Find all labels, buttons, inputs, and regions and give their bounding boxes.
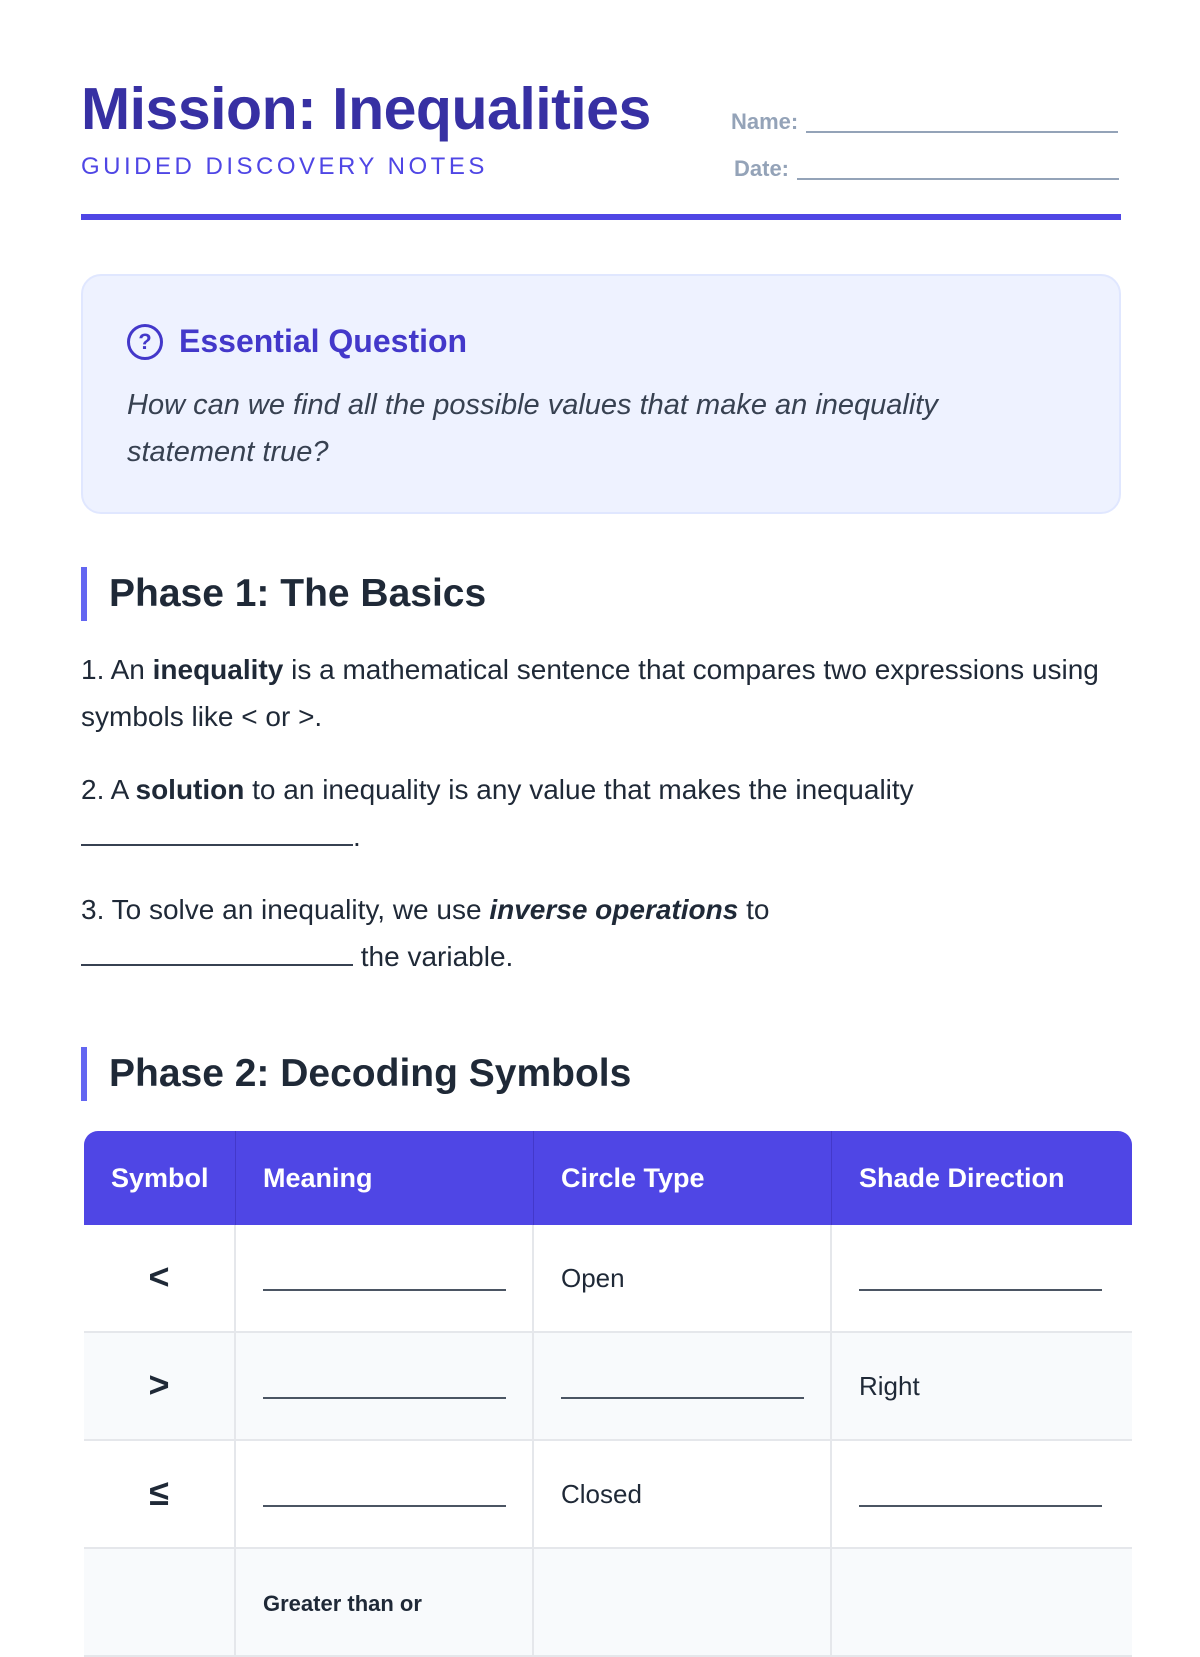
item2-prefix: 2. A bbox=[81, 774, 136, 805]
phase1-item-3 bbox=[81, 886, 1121, 980]
phase1-item-1 bbox=[81, 646, 1121, 740]
circle-type-cell bbox=[534, 1441, 832, 1547]
shade-direction-cell bbox=[832, 1333, 1132, 1439]
item2-end: . bbox=[353, 821, 361, 852]
item3-term: inverse operations bbox=[489, 894, 739, 925]
shade-direction-cell bbox=[832, 1441, 1132, 1547]
symbol-cell bbox=[84, 1549, 236, 1655]
meaning-value: Greater than or bbox=[263, 1591, 422, 1616]
item3-prefix: 3. To solve an inequality, we use bbox=[81, 894, 490, 925]
item1-suffix: is a mathematical sentence that compares two expressions using symbols like < or >. bbox=[81, 654, 1099, 732]
circle-type-cell bbox=[534, 1333, 832, 1439]
meaning-cell bbox=[236, 1333, 534, 1439]
item3-end: the variable. bbox=[353, 941, 514, 972]
phase2-heading: Phase 2: Decoding Symbols bbox=[81, 1047, 631, 1101]
circle-type-value: Open bbox=[561, 1263, 625, 1293]
essential-question-card bbox=[81, 274, 1121, 514]
name-field bbox=[731, 111, 1118, 133]
date-label: Date: bbox=[734, 156, 790, 181]
circle-type-cell bbox=[534, 1549, 832, 1655]
symbol-cell: ≤ bbox=[84, 1441, 236, 1547]
page-title: Mission: Inequalities bbox=[81, 76, 651, 142]
circle-type-cell bbox=[534, 1225, 832, 1331]
meaning-cell bbox=[236, 1441, 534, 1547]
item2-term: solution bbox=[135, 774, 245, 805]
circle-type-value: Closed bbox=[561, 1479, 642, 1509]
item2-suffix: to an inequality is any value that makes the inequality bbox=[244, 774, 914, 805]
item3-blank[interactable] bbox=[81, 936, 353, 966]
item1-term: inequality bbox=[152, 654, 284, 685]
item1-prefix: 1. An bbox=[81, 654, 153, 685]
meaning-cell bbox=[236, 1549, 534, 1655]
phase1-heading: Phase 1: The Basics bbox=[81, 567, 486, 621]
meaning-blank[interactable] bbox=[263, 1505, 506, 1507]
meaning-blank[interactable] bbox=[263, 1289, 506, 1291]
shade-direction-value: Right bbox=[859, 1371, 920, 1401]
question-circle-icon: ? bbox=[127, 324, 163, 360]
header-divider bbox=[81, 214, 1121, 220]
shade-direction-cell bbox=[832, 1549, 1132, 1655]
item3-suffix: to bbox=[738, 894, 770, 925]
table-row bbox=[84, 1225, 1132, 1333]
essential-question-heading: Essential Question bbox=[179, 323, 468, 359]
meaning-blank[interactable] bbox=[263, 1397, 506, 1399]
table-row bbox=[84, 1441, 1132, 1549]
name-label: Name: bbox=[731, 109, 799, 134]
column-header-circle-type: Circle Type bbox=[534, 1131, 832, 1225]
column-header-shade-direction: Shade Direction bbox=[859, 1163, 1065, 1193]
table-row bbox=[84, 1549, 1132, 1657]
phase1-item-2 bbox=[81, 766, 1121, 860]
table-header bbox=[84, 1131, 1132, 1225]
shade-direction-cell bbox=[832, 1225, 1132, 1331]
column-header-meaning: Meaning bbox=[236, 1131, 534, 1225]
circle-type-blank[interactable] bbox=[561, 1397, 804, 1399]
meaning-cell bbox=[236, 1225, 534, 1331]
symbols-table bbox=[84, 1131, 1132, 1657]
name-blank[interactable] bbox=[806, 111, 1118, 133]
column-header-symbol: Symbol bbox=[84, 1131, 236, 1225]
shade-direction-blank[interactable] bbox=[859, 1505, 1102, 1507]
worksheet-page bbox=[81, 0, 1131, 1616]
date-field bbox=[734, 158, 1119, 180]
item2-blank[interactable] bbox=[81, 816, 353, 846]
symbol-cell: < bbox=[84, 1225, 236, 1331]
shade-direction-blank[interactable] bbox=[859, 1289, 1102, 1291]
date-blank[interactable] bbox=[797, 158, 1119, 180]
symbol-cell: > bbox=[84, 1333, 236, 1439]
essential-question-text: How can we find all the possible values that make an inequality statement true? bbox=[127, 389, 938, 468]
table-row bbox=[84, 1333, 1132, 1441]
page-subtitle: GUIDED DISCOVERY NOTES bbox=[81, 153, 488, 180]
